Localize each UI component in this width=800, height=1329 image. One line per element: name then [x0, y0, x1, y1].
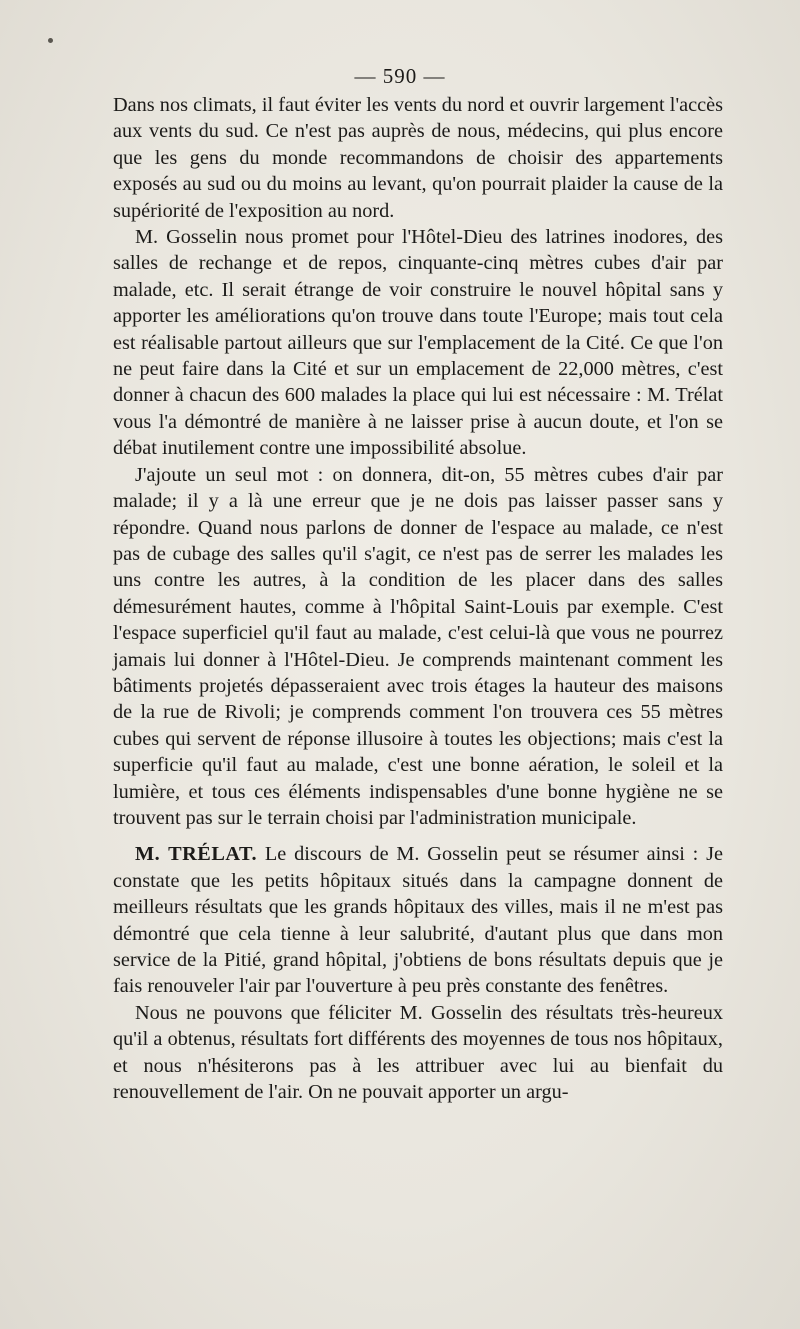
page-number: — 590 —	[354, 64, 446, 88]
paragraph-2-text: M. Gosselin nous promet pour l'Hôtel-Dieu des latrines inodores, des salles de rechange et de repos, cinquante-cinq mètres cubes d'air par malade, etc. Il serait étrange de voir construire le nouvel hôpital sans y apporter les améliorations qu'on trouve dans toute l'Europe; mais tout cela est réalisable partout ailleurs que sur l'emplacement de la Cité. Ce que l'on ne peut faire dans la Cité et sur un emplacement de 22,000 mètres, c'est donner à chacun des 600 malades la place qui lui est nécessaire : M. Trélat vous l'a démontré de manière à ne laisser prise à aucun doute, et l'on se débat inutilement contre une impossibilité absolue.	[113, 226, 723, 460]
paragraph-3	[113, 462, 723, 832]
paragraph-2	[113, 224, 723, 462]
ink-speck	[48, 38, 53, 43]
paragraph-5-text: Nous ne pouvons que féliciter M. Gosselin des résultats très-heureux qu'il a obtenus, résultats fort différents des moyennes de tous nos hôpitaux, et nous n'hésiterons pas à les attribuer avec lui au bienfait du renouvellement de l'air. On ne pouvait apporter un argu-	[113, 1001, 723, 1104]
paragraph-4-text: Le discours de M. Gosselin peut se résumer ainsi : Je constate que les petits hôpitaux situés dans la campagne donnent de meilleurs résultats que les grands hôpitaux des villes, mais il ne m'est pas démontré que cela tienne à leur salubrité, d'autant plus que dans mon service de la Pitié, grand hôpital, j'obtiens de bons résultats depuis que je fais renouveler l'air par l'ouverture à peu près constante des fenêtres.	[113, 843, 723, 998]
speaker-name: M. TRÉLAT.	[135, 843, 258, 866]
paragraph-1-text: Dans nos climats, il faut éviter les vents du nord et ouvrir largement l'accès aux vents du sud. Ce n'est pas auprès de nous, médecins, qui plus encore que les gens du monde recommandons de choisir des appartements exposés au sud ou du moins au levant, qu'on pourrait plaider la cause de la supériorité de l'exposition au nord.	[113, 94, 723, 222]
body-text	[113, 92, 723, 1105]
paragraph-1	[113, 92, 723, 224]
paragraph-3-text: J'ajoute un seul mot : on donnera, dit-on, 55 mètres cubes d'air par malade; il y a là une erreur que je ne dois pas laisser passer sans y répondre. Quand nous parlons de donner de l'espace au malade, ce n'est pas de cubage des salles qu'il s'agit, ce n'est pas de serrer les malades les uns contre les autres, à la condition de les placer dans des salles démesurément hautes, comme à l'hôpital Saint-Louis par exemple. C'est l'espace superficiel qu'il faut au malade, c'est celui-là que vous ne pourrez jamais lui donner à l'Hôtel-Dieu. Je comprends maintenant comment les bâtiments projetés dépasseraient avec trois étages la hauteur des maisons de la rue de Rivoli; je comprends comment l'on trouvera ces 55 mètres cubes qui servent de réponse illusoire à toutes les objections; mais c'est la superficie qu'il faut au malade, c'est une bonne aération, le soleil et la lumière, et tous ces éléments indispensables d'une bonne hygiène ne se trouvent pas sur le terrain choisi par l'administration municipale.	[113, 463, 723, 829]
paragraph-5	[113, 1000, 723, 1106]
paragraph-4	[113, 841, 723, 999]
